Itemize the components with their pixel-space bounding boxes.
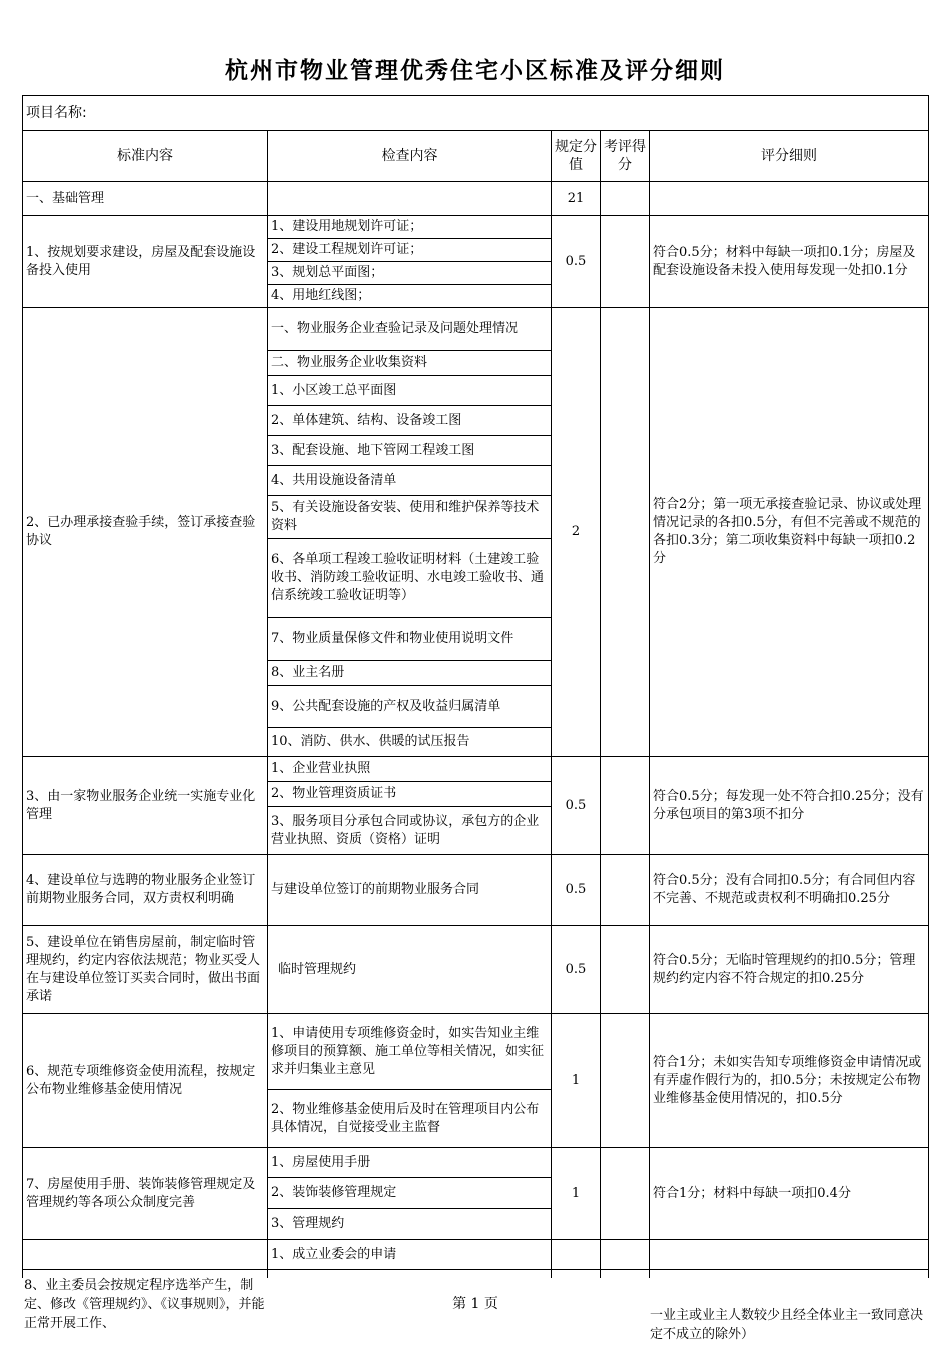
group-1-standard: 1、按规划要求建设，房屋及配套设施设备投入使用	[23, 216, 268, 308]
header-standard: 标准内容	[23, 131, 268, 182]
section-eval-cell	[601, 182, 650, 216]
group-6-rules: 符合1分；未如实告知专项维修资金申请情况或有弄虚作假行为的，扣0.5分；未按规定公布物业维修基金使用情况的，扣0.5分	[650, 1014, 929, 1148]
page-number: 第 1 页	[452, 1296, 498, 1312]
group-4-rules: 符合0.5分；没有合同扣0.5分；有合同但内容不完善、不规范或责权利不明确扣0.25分	[650, 855, 929, 926]
check-item: 9、公共配套设施的产权及收益归属清单	[268, 686, 552, 728]
group-8-standard-top	[23, 1240, 268, 1270]
group-6-score: 1	[552, 1014, 601, 1148]
eval-cell[interactable]	[601, 1014, 650, 1148]
scoring-table	[22, 95, 929, 1330]
check-item: 3、服务项目分承包合同或协议，承包方的企业营业执照、资质（资格）证明	[268, 807, 552, 855]
group-8-standard: 8、业主委员会按规定程序选举产生，制定、修改《管理规约》、《议事规则》，并能正常开展工作、	[24, 1278, 265, 1331]
check-item: 与建设单位签订的前期物业服务合同	[268, 855, 552, 926]
check-item: 6、各单项工程竣工验收证明材料（土建竣工验收书、消防竣工验收证明、水电竣工验收书、通信系统竣工验收证明等）	[268, 539, 552, 618]
group-5-score: 0.5	[552, 926, 601, 1014]
check-item: 7、物业质量保修文件和物业使用说明文件	[268, 618, 552, 661]
group-7-rules: 符合1分；材料中每缺一项扣0.4分	[650, 1148, 929, 1240]
eval-cell[interactable]	[601, 308, 650, 757]
group-2-rules: 符合2分；第一项无承接查验记录、协议或处理情况记录的各扣0.5分，有但不完善或不规范的各扣0.3分；第二项收集资料中每缺一项扣0.2分	[650, 308, 929, 757]
check-item: 2、单体建筑、结构、设备竣工图	[268, 406, 552, 436]
check-item: 8、业主名册	[268, 661, 552, 686]
header-rules: 评分细则	[650, 131, 929, 182]
group-2-standard: 2、已办理承接查验手续，签订承接查验协议	[23, 308, 268, 757]
check-item: 二、物业服务企业收集资料	[268, 351, 552, 376]
group-4-score: 0.5	[552, 855, 601, 926]
group-8-rules: 一业主或业主人数较少且经全体业主一致同意决定不成立的除外）	[650, 1308, 924, 1342]
check-item: 1、小区竣工总平面图	[268, 376, 552, 406]
page-title: 杭州市物业管理优秀住宅小区标准及评分细则	[225, 58, 725, 84]
eval-cell[interactable]	[601, 1148, 650, 1240]
group-3-rules: 符合0.5分；每发现一处不符合扣0.25分；没有分承包项目的第3项不扣分	[650, 757, 929, 855]
check-item: 3、管理规约	[268, 1209, 552, 1240]
check-item: 3、规划总平面图；	[268, 262, 552, 285]
check-item: 2、物业管理资质证书	[268, 782, 552, 807]
group-1-score: 0.5	[552, 216, 601, 308]
check-item: 5、有关设施设备安装、使用和维护保养等技术资料	[268, 496, 552, 539]
header-eval: 考评得分	[601, 131, 650, 182]
group-2-score: 2	[552, 308, 601, 757]
group-8-score	[552, 1240, 601, 1270]
header-score: 规定分值	[552, 131, 601, 182]
header-check: 检查内容	[268, 131, 552, 182]
check-item: 1、房屋使用手册	[268, 1148, 552, 1178]
check-item: 4、共用设施设备清单	[268, 466, 552, 496]
check-item: 一、物业服务企业查验记录及问题处理情况	[268, 308, 552, 351]
check-item: 1、企业营业执照	[268, 757, 552, 782]
group-5-standard: 5、建设单位在销售房屋前，制定临时管理规约，约定内容依法规范；物业买受人在与建设单位签订买卖合同时，做出书面承诺	[23, 926, 268, 1014]
eval-cell[interactable]	[601, 926, 650, 1014]
group-7-score: 1	[552, 1148, 601, 1240]
check-item: 2、建设工程规划许可证；	[268, 239, 552, 262]
check-item: 1、建设用地规划许可证；	[268, 216, 552, 239]
eval-cell[interactable]	[601, 855, 650, 926]
group-4-standard: 4、建设单位与选聘的物业服务企业签订前期物业服务合同，双方责权利明确	[23, 855, 268, 926]
group-1-rules: 符合0.5分；材料中每缺一项扣0.1分；房屋及配套设施设备未投入使用每发现一处扣0.1分	[650, 216, 929, 308]
section-label: 一、基础管理	[23, 182, 268, 216]
check-item: 3、配套设施、地下管网工程竣工图	[268, 436, 552, 466]
section-score: 21	[552, 182, 601, 216]
check-item: 2、物业维修基金使用后及时在管理项目内公布具体情况，自觉接受业主监督	[268, 1090, 552, 1148]
check-item: 1、申请使用专项维修资金时，如实告知业主维修项目的预算额、施工单位等相关情况，如实征求并归集业主意见	[268, 1014, 552, 1090]
group-3-score: 0.5	[552, 757, 601, 855]
check-item: 10、消防、供水、供暖的试压报告	[268, 728, 552, 757]
group-3-standard: 3、由一家物业服务企业统一实施专业化管理	[23, 757, 268, 855]
eval-cell[interactable]	[601, 216, 650, 308]
eval-cell[interactable]	[601, 757, 650, 855]
check-item: 4、用地红线图；	[268, 285, 552, 308]
check-item: 2、装饰装修管理规定	[268, 1178, 552, 1209]
group-5-rules: 符合0.5分；无临时管理规约的扣0.5分；管理规约约定内容不符合规定的扣0.25分	[650, 926, 929, 1014]
group-6-standard: 6、规范专项维修资金使用流程，按规定公布物业维修基金使用情况	[23, 1014, 268, 1148]
group-8-rules-top	[650, 1240, 929, 1270]
project-name-label: 项目名称:	[23, 96, 929, 131]
eval-cell[interactable]	[601, 1240, 650, 1270]
section-check-cell	[268, 182, 552, 216]
check-item: 临时管理规约	[268, 926, 552, 1014]
section-rules-cell	[650, 182, 929, 216]
group-7-standard: 7、房屋使用手册、装饰装修管理规定及管理规约等各项公众制度完善	[23, 1148, 268, 1240]
check-item: 1、成立业委会的申请	[268, 1240, 552, 1270]
